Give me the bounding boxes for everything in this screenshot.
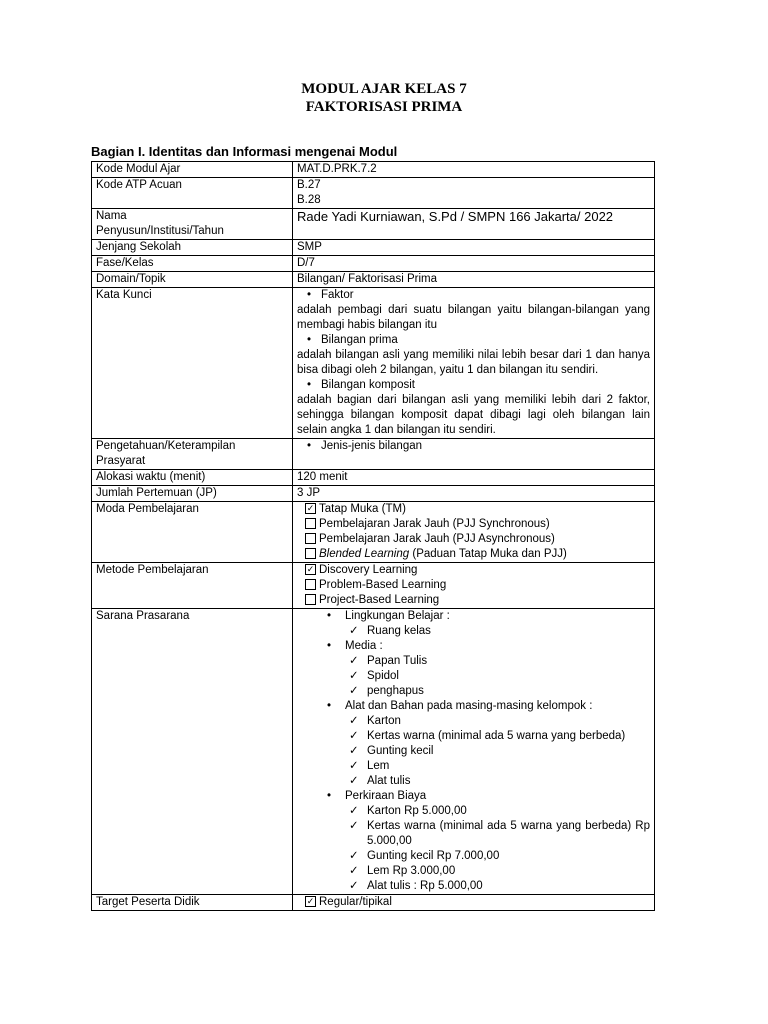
checkbox-icon (305, 518, 316, 529)
keyword-term: • Faktor (297, 288, 650, 303)
option-label: Regular/tipikal (319, 896, 392, 908)
table-row (92, 178, 655, 209)
row-label: Kode ATP Acuan (92, 178, 293, 209)
label-line: Nama (96, 210, 127, 222)
facility-item: ✓ Lem (297, 759, 650, 774)
row-value (293, 609, 655, 895)
row-value: 3 JP (293, 486, 655, 502)
option-blended (297, 547, 650, 562)
table-row (92, 162, 655, 178)
option-label: Pembelajaran Jarak Jauh (PJJ Asynchronous) (319, 533, 555, 545)
facility-item: ✓ Lem Rp 3.000,00 (297, 864, 650, 879)
option-label-italic: Blended Learning (319, 548, 410, 560)
row-label: Kode Modul Ajar (92, 162, 293, 178)
facility-item: ✓ Ruang kelas (297, 624, 650, 639)
option-tatap-muka (297, 502, 650, 517)
option-label: Problem-Based Learning (319, 579, 447, 591)
section-heading: Bagian I. Identitas dan Informasi mengenai Modul (91, 144, 398, 159)
row-value: SMP (293, 240, 655, 256)
row-label: Kata Kunci (92, 288, 293, 439)
row-value (293, 439, 655, 470)
facility-item: ✓ Gunting kecil (297, 744, 650, 759)
facility-group: • Lingkungan Belajar : (297, 609, 650, 624)
facility-group: • Alat dan Bahan pada masing-masing kelompok : (297, 699, 650, 714)
label-line: Pengetahuan/Keterampilan (96, 440, 236, 452)
facility-item: ✓ penghapus (297, 684, 650, 699)
keyword-definition: adalah pembagi dari suatu bilangan yaitu bilangan-bilangan yang membagi habis bilangan itu (297, 304, 650, 331)
row-label: Target Peserta Didik (92, 895, 293, 911)
row-label: Fase/Kelas (92, 256, 293, 272)
keyword-term: • Bilangan komposit (297, 378, 650, 393)
table-row (92, 563, 655, 609)
row-label: Moda Pembelajaran (92, 502, 293, 563)
table-row (92, 272, 655, 288)
checked-box-icon: ✓ (306, 503, 315, 513)
row-label: Jenjang Sekolah (92, 240, 293, 256)
checkbox-icon (305, 548, 316, 559)
table-row (92, 502, 655, 563)
keyword-term: • Bilangan prima (297, 333, 650, 348)
row-label: Sarana Prasarana (92, 609, 293, 895)
label-line: Penyusun/Institusi/Tahun (96, 225, 224, 237)
table-row (92, 288, 655, 439)
option-label: Tatap Muka (TM) (319, 503, 406, 515)
row-value (293, 563, 655, 609)
table-row (92, 240, 655, 256)
atp-code: B.28 (297, 194, 321, 206)
checkbox-icon (305, 579, 316, 590)
checked-box-icon: ✓ (306, 896, 315, 906)
row-value: Rade Yadi Kurniawan, S.Pd / SMPN 166 Jakarta/ 2022 (293, 209, 655, 240)
facility-item: ✓ Karton Rp 5.000,00 (297, 804, 650, 819)
facility-item: ✓ Gunting kecil Rp 7.000,00 (297, 849, 650, 864)
row-label (92, 209, 293, 240)
table-row (92, 895, 655, 911)
table-row (92, 209, 655, 240)
option-discovery (297, 563, 650, 578)
table-row (92, 486, 655, 502)
facility-item: ✓ Spidol (297, 669, 650, 684)
row-value (293, 288, 655, 439)
row-label: Jumlah Pertemuan (JP) (92, 486, 293, 502)
row-value: Bilangan/ Faktorisasi Prima (293, 272, 655, 288)
checkbox-icon (305, 594, 316, 605)
facility-group: • Media : (297, 639, 650, 654)
facility-item: ✓ Karton (297, 714, 650, 729)
table-row (92, 470, 655, 486)
option-label: Pembelajaran Jarak Jauh (PJJ Synchronous) (319, 518, 550, 530)
option-pjj-sync (297, 517, 650, 532)
row-value (293, 895, 655, 911)
row-label: Alokasi waktu (menit) (92, 470, 293, 486)
prerequisite-item: • Jenis-jenis bilangan (297, 439, 650, 454)
keyword-definition: adalah bilangan asli yang memiliki nilai lebih besar dari 1 dan hanya bisa dibagi oleh 2 bilangan, yaitu 1 dan bilangan itu sendiri. (297, 349, 650, 376)
option-label: Discovery Learning (319, 564, 418, 576)
checked-box-icon: ✓ (306, 564, 315, 574)
facility-item: ✓ Alat tulis : Rp 5.000,00 (297, 879, 650, 894)
doc-title: MODUL AJAR KELAS 7 (301, 81, 467, 97)
option-pjj-async (297, 532, 650, 547)
table-row (92, 256, 655, 272)
row-label: Domain/Topik (92, 272, 293, 288)
row-value: 120 menit (293, 470, 655, 486)
option-problem-based (297, 578, 650, 593)
row-label: Metode Pembelajaran (92, 563, 293, 609)
label-line: Prasyarat (96, 455, 146, 467)
facility-item: ✓ Alat tulis (297, 774, 650, 789)
row-value (293, 178, 655, 209)
checkbox-icon (305, 533, 316, 544)
row-value: D/7 (293, 256, 655, 272)
table-row (92, 609, 655, 895)
facility-item: ✓ Kertas warna (minimal ada 5 warna yang berbeda) (297, 729, 650, 744)
row-label (92, 439, 293, 470)
option-regular (297, 895, 650, 910)
keyword-definition: adalah bagian dari bilangan asli yang memiliki lebih dari 2 faktor, sehingga bilangan komposit dapat dibagi lagi oleh bilangan lain selain angka 1 dan bilangan itu sendiri. (297, 394, 650, 436)
option-label: Project-Based Learning (319, 594, 440, 606)
row-value: MAT.D.PRK.7.2 (293, 162, 655, 178)
option-project-based (297, 593, 650, 608)
facility-group: • Perkiraan Biaya (297, 789, 650, 804)
facility-item: ✓ Papan Tulis (297, 654, 650, 669)
table-row (92, 439, 655, 470)
atp-code: B.27 (297, 179, 321, 191)
facility-item: ✓ Kertas warna (minimal ada 5 warna yang berbeda) Rp 5.000,00 (297, 819, 650, 849)
row-value (293, 502, 655, 563)
doc-subtitle: FAKTORISASI PRIMA (305, 99, 463, 115)
option-label: (Paduan Tatap Muka dan PJJ) (409, 548, 567, 560)
identity-table (91, 161, 655, 911)
